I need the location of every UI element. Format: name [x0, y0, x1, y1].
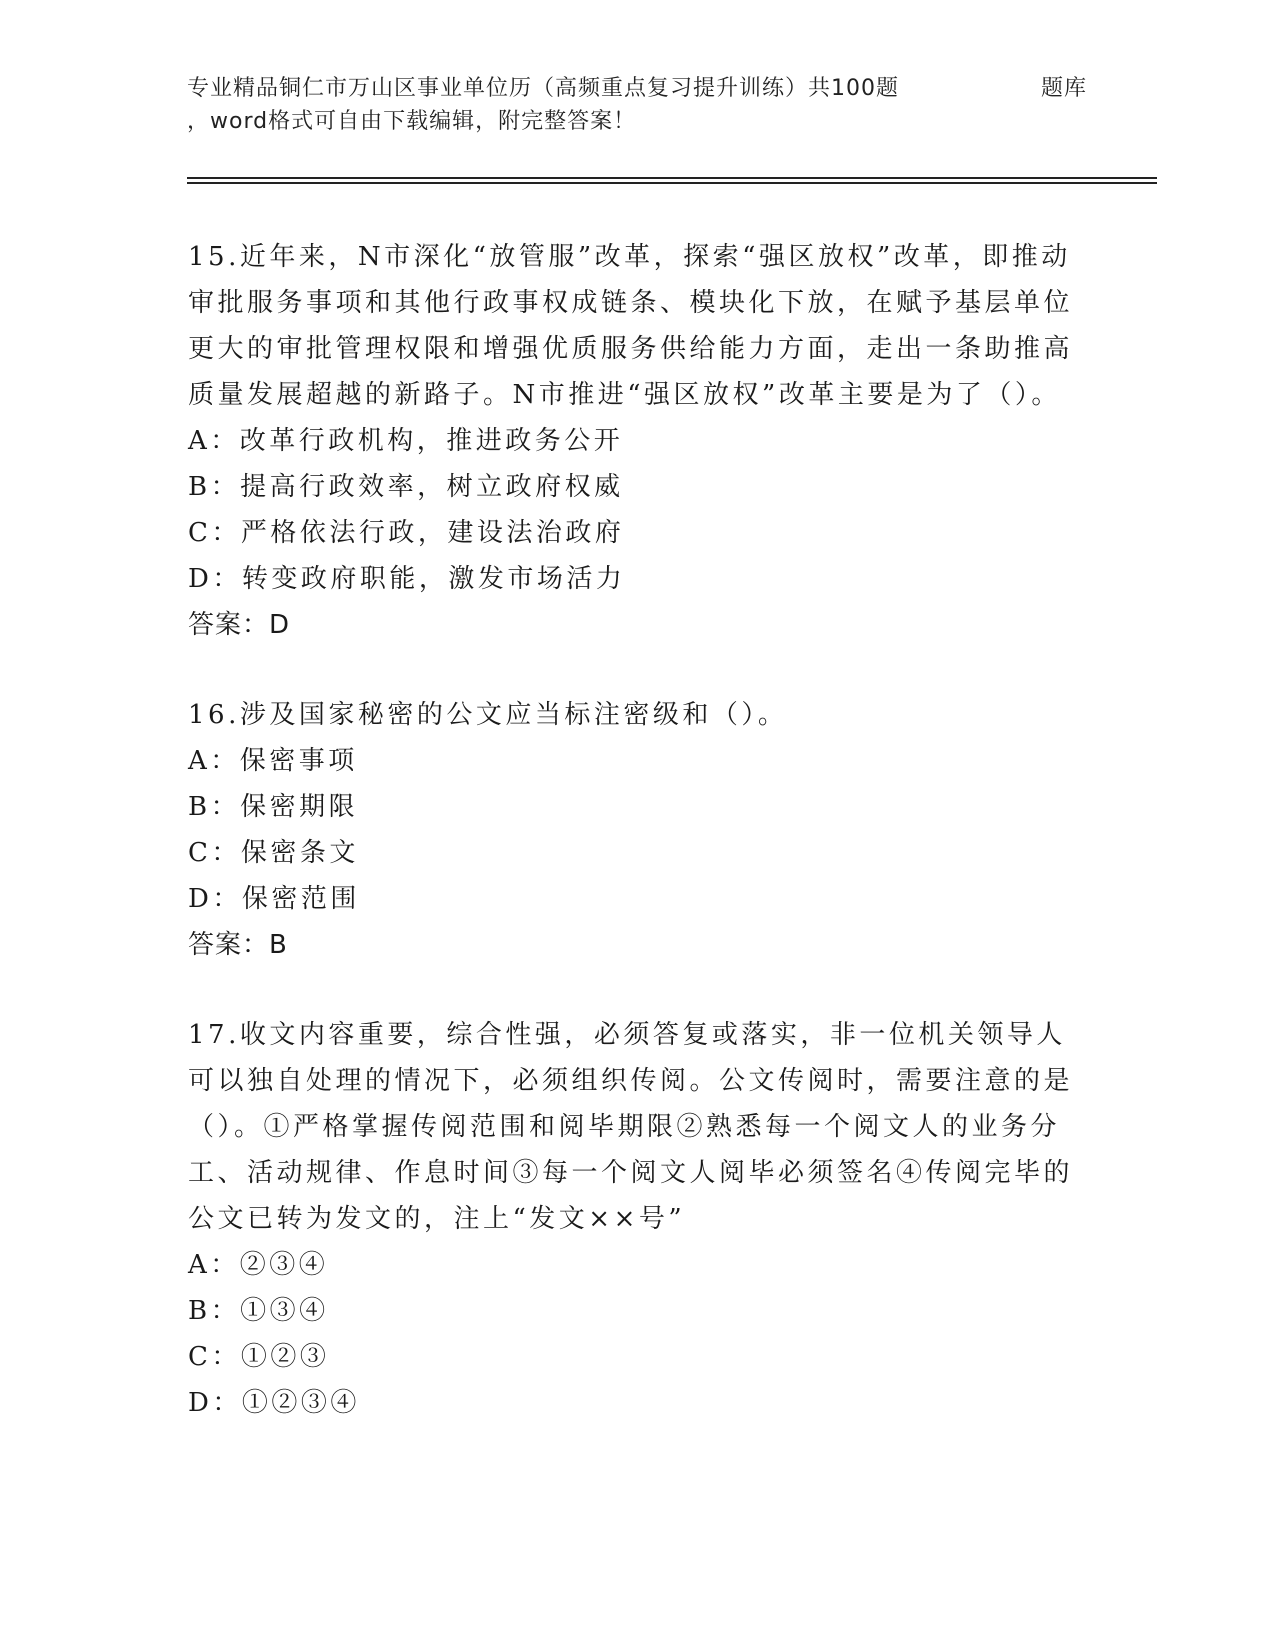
option-d: D：保密范围	[188, 884, 360, 914]
header-divider-top	[187, 177, 1157, 179]
question-stem: 17.收文内容重要，综合性强，必须答复或落实，非一位机关领导人可以独自处理的情况下，必须组织传阅。公文传阅时，需要注意的是（）。①严格掌握传阅范围和阅毕期限②熟悉每一个阅文人的业务分工、活动规律、作息时间③每一个阅文人阅毕必须签名④传阅完毕的公文已转为发文的，注上“发文××号”	[188, 1020, 1074, 1234]
option-c: C：保密条文	[188, 838, 359, 868]
document-tag: 题库	[1040, 76, 1087, 101]
question-17	[188, 1012, 1088, 1426]
option-a: A：保密事项	[188, 746, 358, 776]
option-d: D：①②③④	[188, 1388, 360, 1418]
answer-line: 答案：B	[188, 930, 288, 960]
document-title: 专业精品铜仁市万山区事业单位历（高频重点复习提升训练）共100题	[187, 76, 899, 101]
option-a: A：②③④	[188, 1250, 329, 1280]
option-c: C：①②③	[188, 1342, 330, 1372]
option-d: D：转变政府职能，激发市场活力	[188, 564, 626, 594]
question-stem: 15.近年来，N市深化“放管服”改革，探索“强区放权”改革，即推动审批服务事项和其他行政事权成链条、模块化下放，在赋予基层单位更大的审批管理权限和增强优质服务供给能力方面，走出一条助推高质量发展超越的新路子。N市推进“强区放权”改革主要是为了（）。	[188, 242, 1074, 410]
document-subtitle: ，word格式可自由下载编辑，附完整答案！	[187, 109, 637, 134]
option-b: B：保密期限	[188, 792, 359, 822]
question-15	[188, 234, 1088, 648]
question-list	[188, 234, 1088, 1470]
option-a: A：改革行政机构，推进政务公开	[188, 426, 624, 456]
question-stem: 16.涉及国家秘密的公文应当标注密级和（）。	[188, 700, 788, 730]
option-c: C：严格依法行政，建设法治政府	[188, 518, 625, 548]
option-b: B：①③④	[188, 1296, 329, 1326]
header-line	[187, 72, 1087, 105]
question-16	[188, 692, 1088, 968]
document-header	[187, 72, 1157, 138]
answer-line: 答案：D	[188, 610, 291, 640]
header-divider-bottom	[187, 182, 1157, 184]
option-b: B：提高行政效率，树立政府权威	[188, 472, 624, 502]
